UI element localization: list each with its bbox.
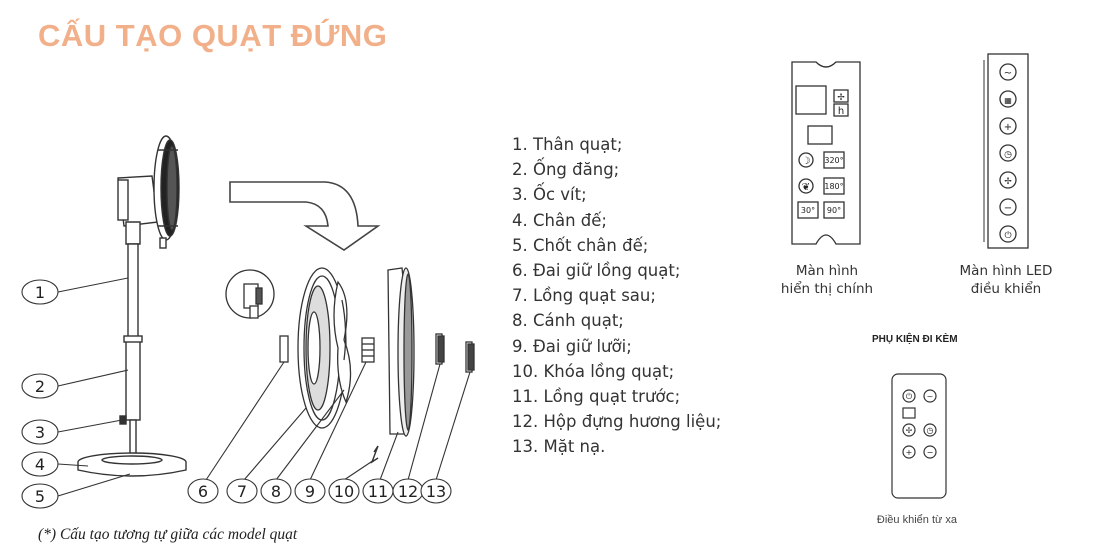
- footnote: (*) Cấu tạo tương tự giữa các model quạt: [38, 526, 298, 543]
- main-display-panel: [792, 62, 860, 244]
- callout-12: 12: [397, 482, 419, 501]
- assembly-arrow: [230, 182, 378, 250]
- callout-13: 13: [425, 482, 447, 501]
- part-item: 3. Ốc vít;: [512, 185, 587, 205]
- svg-text:✢: ✢: [905, 426, 913, 435]
- part-item: 13. Mặt nạ.: [512, 437, 606, 457]
- part-item: 7. Lồng quạt sau;: [512, 286, 656, 306]
- parts-list: [512, 132, 721, 459]
- svg-text:⏻: ⏻: [1004, 231, 1012, 241]
- part-item: 8. Cánh quạt;: [512, 311, 624, 331]
- label-180: 180°: [824, 182, 844, 191]
- part-item: 12. Hộp đựng hương liệu;: [512, 412, 722, 432]
- main-display-caption: Màn hình hiển thị chính: [780, 263, 874, 297]
- part-item: 9. Đai giữ lưỡi;: [512, 336, 632, 356]
- callout-9: 9: [304, 482, 316, 501]
- svg-text:◷: ◷: [1004, 150, 1012, 160]
- svg-text:−: −: [1003, 203, 1013, 214]
- callout-labels-left: [35, 283, 45, 506]
- part-item: 11. Lồng quạt trước;: [512, 386, 681, 406]
- label-h: h: [837, 106, 845, 117]
- callout-2: 2: [34, 377, 46, 396]
- moon-icon: ☽: [801, 156, 811, 167]
- label-30: 30°: [800, 206, 816, 215]
- part-item: 10. Khóa lồng quạt;: [512, 361, 675, 381]
- fan-small-icon: ✢: [837, 93, 845, 103]
- svg-text:◷: ◷: [926, 426, 934, 435]
- part-item: 4. Chân đế;: [512, 210, 607, 230]
- callout-1: 1: [34, 283, 46, 302]
- part-item: 5. Chốt chân đế;: [512, 235, 649, 255]
- part-item: 1. Thân quạt;: [512, 135, 623, 154]
- callout-5: 5: [34, 487, 46, 506]
- led-panel-caption: Màn hình LED điều khiển: [959, 263, 1053, 297]
- label-320: 320°: [824, 156, 844, 165]
- exploded-parts: [226, 268, 474, 462]
- remote-control: [892, 374, 946, 498]
- part-item: 2. Ống đăng;: [512, 160, 620, 180]
- callout-3: 3: [34, 423, 46, 442]
- leaf-icon: ❦: [801, 182, 811, 193]
- svg-text:⏻: ⏻: [905, 392, 913, 401]
- callout-8: 8: [270, 482, 282, 501]
- part-item: 6. Đai giữ lồng quạt;: [512, 260, 681, 280]
- callout-10: 10: [333, 482, 355, 501]
- callout-4: 4: [34, 455, 46, 474]
- remote-caption: Điều khiển từ xa: [876, 514, 958, 526]
- page-title: CẤU TẠO QUẠT ĐỨNG: [38, 18, 388, 53]
- svg-text:✢: ✢: [1004, 177, 1012, 187]
- svg-text:−: −: [926, 448, 934, 457]
- callout-7: 7: [236, 482, 248, 501]
- svg-text:~: ~: [1003, 68, 1013, 79]
- callout-11: 11: [367, 482, 389, 501]
- accessory-title: PHỤ KIỆN ĐI KÈM: [872, 334, 958, 345]
- svg-text:+: +: [1003, 122, 1013, 133]
- svg-text:▦: ▦: [1004, 96, 1012, 105]
- label-90: 90°: [826, 206, 842, 215]
- svg-text:+: +: [905, 448, 913, 457]
- remote-mode-icon: [903, 408, 915, 418]
- callout-6: 6: [197, 482, 209, 501]
- svg-text:~: ~: [926, 392, 934, 401]
